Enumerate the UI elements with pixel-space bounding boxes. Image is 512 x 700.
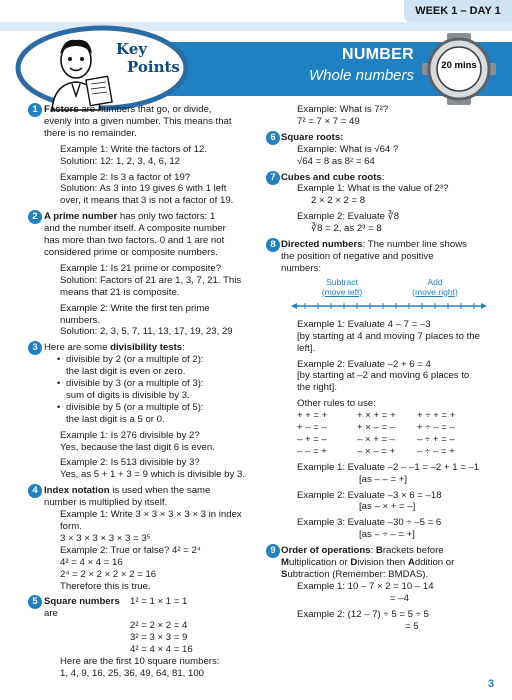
text: are: [44, 608, 58, 620]
answer-text: = 5: [405, 620, 419, 632]
section-title: Cubes and cube roots: [281, 171, 382, 183]
example-text: Example 2: (12 – 7) ÷ 5 = 5 ÷ 5: [297, 608, 429, 620]
week-day-tab: WEEK 1 – DAY 1: [404, 0, 512, 22]
subtract-label: Subtract (move left): [321, 276, 363, 297]
section-number: 8: [266, 238, 280, 252]
text: :: [182, 342, 185, 354]
bullet-item: • divisible by 2 (or a multiple of 2):: [44, 354, 274, 366]
text: : The number line shows: [362, 239, 467, 251]
sign-rule: – + = –: [297, 433, 327, 445]
example-text: [by starting at –2 and moving 6 places to: [297, 370, 470, 382]
section-number: 3: [28, 341, 42, 355]
text: has more than two factors. 0 and 1 are not: [44, 235, 225, 247]
example-text: Example 2: Evaluate ∛8: [297, 211, 400, 223]
solution-text: Solution: 2, 3, 5, 7, 11, 13, 17, 19, 23, 29: [60, 326, 233, 338]
left-column: [32, 104, 274, 684]
example-text: Example 2: Evaluate –2 + 6 = 4: [297, 358, 431, 370]
square-row: 1² = 1 × 1 = 1: [130, 596, 188, 608]
sign-rule: – ÷ + = –: [417, 433, 455, 445]
text: is used when the same: [109, 485, 211, 497]
section-number: 7: [266, 171, 280, 185]
section-index-notation: [32, 485, 274, 592]
sign-rule: – ÷ – = +: [417, 445, 455, 457]
section-order-of-operations: 9 Order of operations: Brackets before Multiplication or Division then Addition or Subtraction (Remember: BMDAS). Example 1: 10 – 7 × 2 = 10 – 14 = –4 Example 2: (12 – 7) ÷ 5 = 5 ÷ 5 = 5: [281, 545, 501, 632]
section-number: 6: [266, 131, 280, 145]
section-directed-numbers: [270, 239, 501, 541]
section-divisibility-tests: [32, 342, 274, 481]
section-number: 4: [28, 484, 42, 498]
text: Here are the first 10 square numbers:: [60, 655, 220, 667]
square-row: 3² = 3 × 3 = 9: [130, 632, 188, 644]
add-label: Add (move right): [412, 276, 458, 297]
example-text: Example: What is 7²?: [297, 104, 389, 115]
text: number is multiplied by itself.: [44, 497, 168, 509]
sign-rule: + – = –: [297, 422, 327, 434]
example-text: Example: What is √64 ?: [297, 143, 399, 155]
section-cubes: [270, 171, 501, 236]
bullet-item: • divisible by 3 (or a multiple of 3):: [44, 378, 274, 390]
example-text: [by starting at 4 and moving 7 places to the: [297, 330, 480, 342]
text: evenly into a given number. This means that: [44, 115, 232, 127]
answer-text: [as – – = +]: [359, 473, 408, 485]
bullet-detail: sum of digits is divisible by 3.: [66, 389, 190, 401]
right-column: [270, 104, 501, 637]
answer-text: ∛8 = 2, as 2³ = 8: [311, 223, 382, 235]
example-text: Example 1: Is 21 prime or composite?: [60, 262, 222, 274]
example-text: left].: [297, 342, 316, 354]
example-text: the right].: [297, 382, 337, 394]
section-square-numbers: [32, 596, 274, 679]
term-divisibility-tests: divisibility tests: [110, 342, 183, 354]
text: Here are some: [44, 342, 111, 354]
sign-rule: – × – = +: [357, 445, 396, 457]
example-text: Example 1: Evaluate 4 – 7 = –3: [297, 318, 431, 330]
solution-text: Solution: Factors of 21 are 1, 3, 7, 21. This: [60, 274, 242, 286]
text: :: [381, 171, 385, 183]
number-line-figure: [281, 277, 501, 317]
text: there is no remainder.: [44, 127, 137, 139]
sign-rule: – – = +: [297, 445, 327, 457]
sign-rule: – × + = –: [357, 433, 396, 445]
example-text: Example 1: Write the factors of 12.: [60, 143, 207, 155]
example-text: Example 1: Write 3 × 3 × 3 × 3 × 3 in index: [60, 509, 242, 521]
answer-text: [as – ÷ – = +]: [359, 529, 415, 541]
text: the position of negative and positive: [281, 250, 434, 262]
example-text: Example 1: Evaluate –2 – –1 = –2 + 1 = –1: [297, 461, 480, 473]
section-prime-numbers: [32, 211, 274, 338]
square-row: 2² = 2 × 2 = 4: [130, 620, 188, 632]
section-number: 1: [28, 103, 42, 117]
working-text: 2⁴ = 2 × 2 × 2 × 2 = 16: [60, 568, 157, 580]
sign-rule: + × + = +: [357, 410, 396, 422]
page-number: 3: [488, 678, 495, 690]
example-text: Example 2: Write the first ten prime: [60, 302, 210, 314]
text: 1, 4, 9, 16, 25, 36, 49, 64, 81, 100: [60, 667, 205, 679]
bullet-item: • divisible by 5 (or a multiple of 5):: [44, 402, 274, 414]
text: considered prime or composite numbers.: [44, 246, 218, 258]
number-line-arrow-icon: [291, 301, 487, 311]
answer-text: √64 = 8 as 8² = 64: [297, 155, 375, 167]
bullet-detail: the last digit is a 5 or 0.: [66, 413, 165, 425]
working-text: 4² = 4 × 4 = 16: [60, 556, 123, 568]
answer-text: Yes, as 5 + 1 + 3 = 9 which is divisible by 3.: [60, 469, 245, 481]
badge-title-line2: Points: [127, 58, 180, 76]
text: are numbers that go, or divide,: [78, 104, 212, 115]
section-square-example: [281, 104, 501, 128]
term-prime-number: A prime number: [44, 211, 118, 223]
text: and the number itself. A composite number: [44, 223, 226, 235]
term-index-notation: Index notation: [44, 485, 110, 497]
term-square-numbers: Square numbers: [44, 596, 120, 608]
section-number: 9: [266, 544, 280, 558]
answer-text: [as – × + = –]: [359, 501, 416, 513]
solution-text: Solution: 12: 1, 2, 3, 4, 6, 12: [60, 155, 181, 167]
text: numbers:: [281, 262, 321, 274]
sign-rules-grid: [281, 410, 501, 458]
timer-label: 20 mins: [441, 60, 477, 71]
answer-text: Yes, because the last digit 6 is even.: [60, 441, 215, 453]
example-text: Example 2: Is 3 a factor of 19?: [60, 171, 191, 183]
solution-text: over, it means that 3 is not a factor of 19.: [60, 195, 234, 207]
example-text: Example 2: Is 513 divisible by 3?: [60, 457, 200, 469]
sign-rule: + × – = –: [357, 422, 396, 434]
section-title: Square roots:: [281, 131, 344, 143]
example-text: Example 1: What is the value of 2³?: [297, 183, 449, 195]
rules-heading: Other rules to use:: [297, 398, 376, 410]
answer-text: 2 × 2 × 2 = 8: [311, 195, 366, 207]
example-text: Example 2: True or false? 4² = 2⁴: [60, 544, 201, 556]
topic-title: NUMBER: [341, 46, 414, 63]
square-row: 4² = 4 × 4 = 16: [130, 644, 193, 656]
example-text: Example 3: Evaluate –30 ÷ –5 = 6: [297, 517, 442, 529]
sign-rule: + + = +: [297, 410, 328, 422]
section-number: 2: [28, 210, 42, 224]
sign-rule: + ÷ – = –: [417, 422, 455, 434]
example-text: numbers.: [60, 314, 100, 326]
bullet-detail: the last digit is even or zero.: [66, 366, 186, 378]
answer-text: 3 × 3 × 3 × 3 × 3 = 3⁵: [60, 532, 151, 544]
working-text: Therefore this is true.: [60, 580, 151, 592]
sign-rule: + ÷ + = +: [417, 410, 456, 422]
section-title: Directed numbers: [281, 239, 363, 251]
section-factors: [32, 104, 274, 207]
example-text: Example 2: Evaluate –3 × 6 = –18: [297, 489, 442, 501]
term-factors: Factors: [44, 104, 79, 115]
answer-text: 7² = 7 × 7 = 49: [297, 115, 360, 127]
topic-subtitle: Whole numbers: [308, 67, 414, 84]
badge-title-line1: Key: [116, 40, 147, 58]
section-number: 5: [28, 595, 42, 609]
example-text: Example 1: 10 – 7 × 2 = 10 – 14: [297, 580, 434, 592]
solution-text: Solution: As 3 into 19 gives 6 with 1 left: [60, 183, 227, 195]
answer-text: = –4: [390, 592, 409, 604]
section-square-roots: [270, 131, 501, 168]
section-title: Order of operations: [281, 545, 371, 557]
example-text: Example 1: Is 276 divisible by 2?: [60, 429, 200, 441]
text: has only two factors: 1: [117, 211, 216, 223]
solution-text: means that 21 is composite.: [60, 286, 180, 298]
example-text: form.: [60, 521, 82, 532]
